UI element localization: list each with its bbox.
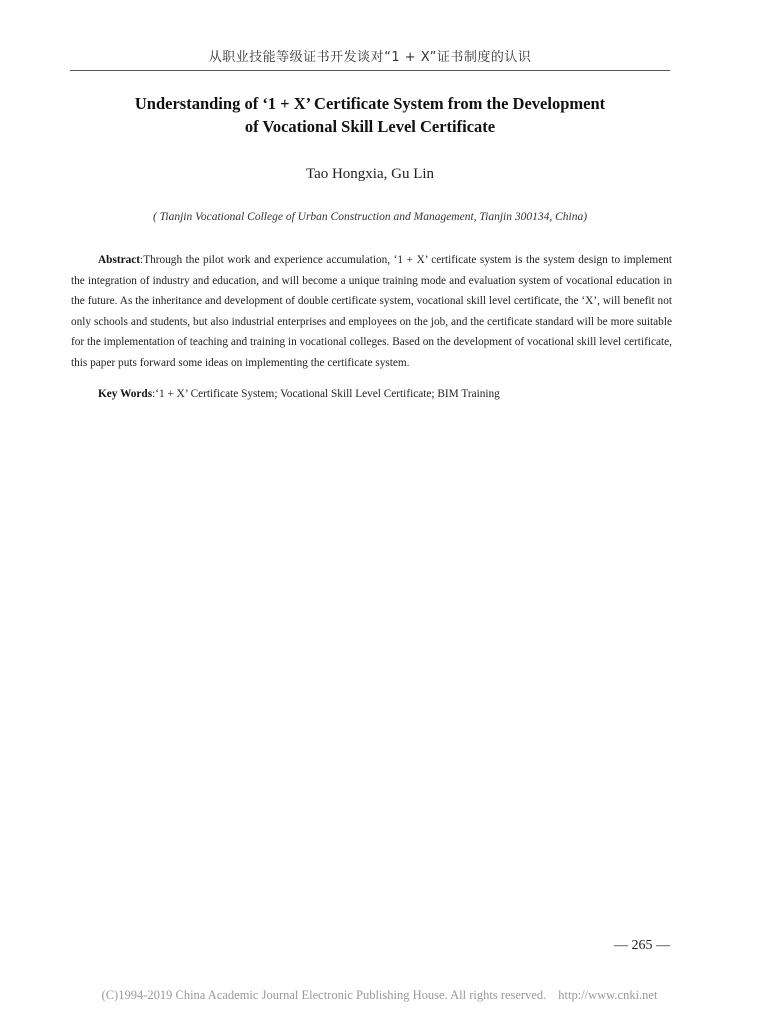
page-number: — 265 — xyxy=(614,938,670,953)
title-line-1: Understanding of ‘1 + X’ Certificate System from the Development xyxy=(134,94,606,113)
paper-title xyxy=(60,92,680,138)
authors: Tao Hongxia, Gu Lin xyxy=(305,166,435,182)
keywords-label: Key Words xyxy=(98,388,153,400)
abstract-separator: : xyxy=(140,254,144,266)
running-header: 从职业技能等级证书开发谈对“1 + X”证书制度的认识 xyxy=(208,50,532,65)
footer xyxy=(0,987,759,1003)
header-rule xyxy=(70,70,670,71)
footer-url[interactable]: http://www.cnki.net xyxy=(558,988,658,1002)
keywords-separator: : xyxy=(152,388,156,400)
keywords xyxy=(98,385,678,403)
title-line-2: of Vocational Skill Level Certificate xyxy=(244,117,496,136)
abstract-text: Through the pilot work and experience accumulation, ‘1 + X’ certificate system is the system design to implement the integration of industry and education, and will become a unique training mode and evaluation system of vocational education in the future. As the inheritance and development of double certificate system, vocational skill level certificate, the ‘X’, will benefit not only schools and students, but also industrial enterprises and employees on the job, and the certificate standard will be more suitable for the implementation of teaching and training in vocational colleges. Based on the development of vocational skill level certificate, this paper puts forward some ideas on implementing the certificate system. xyxy=(71,254,672,369)
footer-copyright: (C)1994-2019 China Academic Journal Electronic Publishing House. All rights reserved. xyxy=(101,988,547,1002)
abstract-label: Abstract xyxy=(98,254,141,266)
abstract xyxy=(71,250,672,373)
keywords-text: ‘1 + X’ Certificate System; Vocational Skill Level Certificate; BIM Training xyxy=(155,388,500,400)
affiliation: ( Tianjin Vocational College of Urban Construction and Management, Tianjin 300134, China) xyxy=(152,211,588,223)
